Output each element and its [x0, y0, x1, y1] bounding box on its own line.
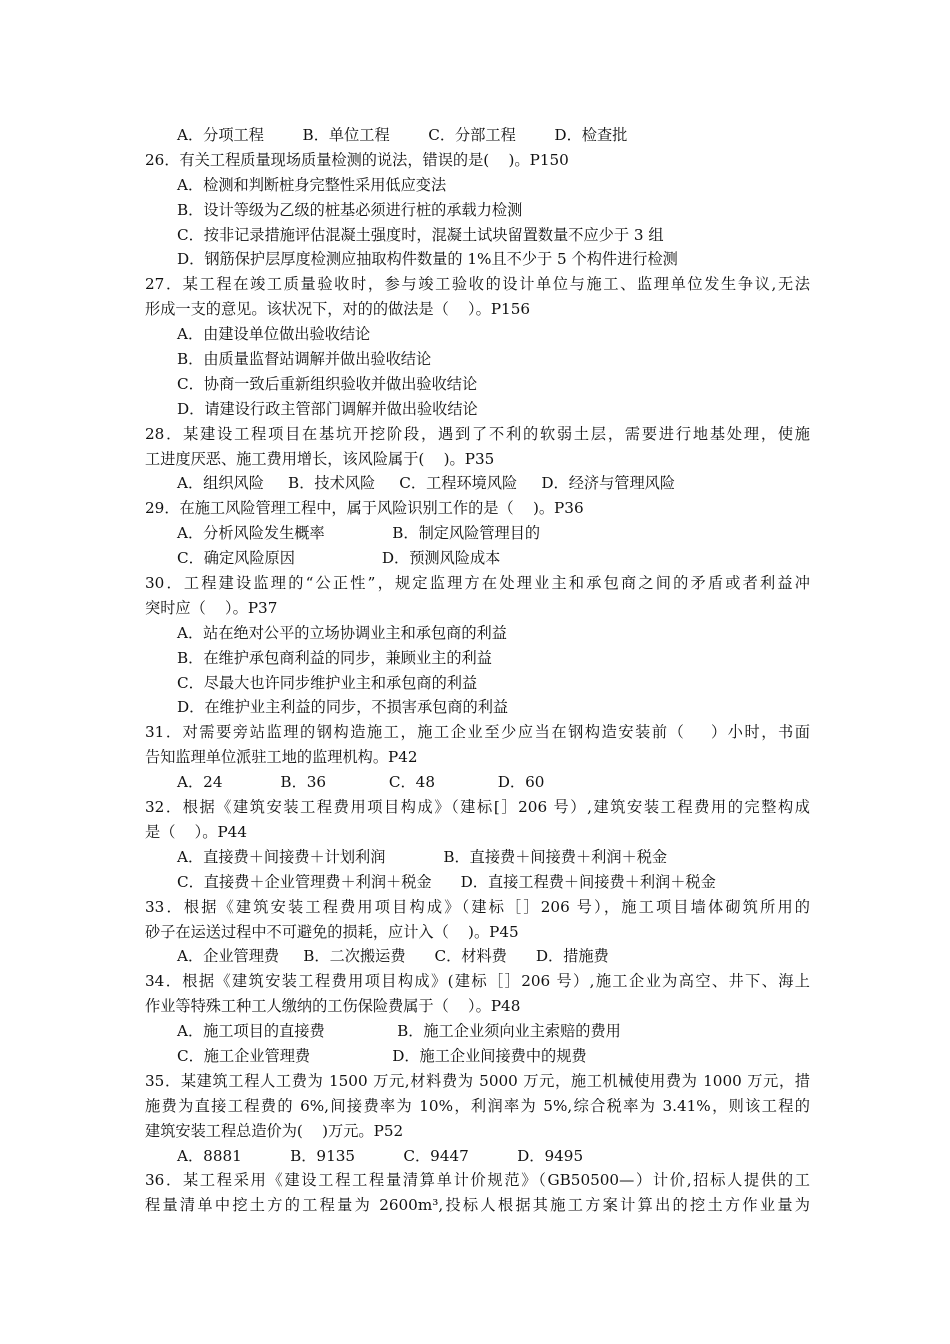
question-text-line: 34．根据《建筑安装工程费用项目构成》(建标［］206 号）,施工企业为高空、井下、海上 [145, 972, 810, 991]
question-text-line: 工进度厌恶、施工费用增长，该风险属于( )。P35 [145, 449, 495, 468]
question-text-line: 程量清单中挖土方的工程量为 2600m³,投标人根据其施工方案计算出的挖土方作业量为 [145, 1196, 810, 1215]
answer-option-line: A．分析风险发生概率 B．制定风险管理目的 [177, 524, 541, 543]
question-text-line: 32．根据《建筑安装工程费用项目构成》（建标[］206 号）,建筑安装工程费用的完整构成 [145, 798, 810, 817]
question-text-line: 31．对需要旁站监理的钢构造施工，施工企业至少应当在钢构造安装前（ ）小时，书面 [145, 723, 810, 742]
question-text-line: 36．某工程采用《建设工程工程量清算单计价规范》（GB50500—）计价,招标人提供的工 [145, 1171, 810, 1190]
answer-option-line: C．按非记录措施评估混凝土强度时，混凝土试块留置数量不应少于 3 组 [177, 225, 664, 244]
answer-option-line: C．直接费＋企业管理费＋利润＋税金 D．直接工程费＋间接费＋利润＋税金 [177, 872, 716, 891]
question-text-line: 33．根据《建筑安装工程费用项目构成》（建标［］206 号），施工项目墙体砌筑所用的 [145, 897, 810, 916]
question-text-line: 作业等特殊工种工人缴纳的工伤保险费属于（ ）。P48 [145, 997, 521, 1016]
question-text-line: 35．某建筑工程人工费为 1500 万元,材料费为 5000 万元，施工机械使用费为 1000 万元，措 [145, 1071, 810, 1090]
answer-option-line: A．施工项目的直接费 B．施工企业须向业主索赔的费用 [177, 1022, 621, 1041]
question-text-line: 形成一支的意见。该状况下，对的的做法是（ ）。P156 [145, 300, 531, 319]
answer-option-line: C．确定风险原因 D．预测风险成本 [177, 549, 501, 568]
answer-option-line: D．钢筋保护层厚度检测应抽取构件数量的 1%且不少于 5 个构件进行检测 [177, 250, 678, 269]
answer-option-line: B．设计等级为乙级的桩基必须进行桩的承载力检测 [177, 200, 523, 219]
question-text-line: 27．某工程在竣工质量验收时，参与竣工验收的设计单位与施工、监理单位发生争议,无法 [145, 275, 810, 294]
answer-option-line: B．在维护承包商利益的同步，兼顾业主的利益 [177, 648, 492, 667]
answer-option-line: D．请建设行政主管部门调解并做出验收结论 [177, 399, 478, 418]
question-text-line: 建筑安装工程总造价为( )万元。P52 [145, 1121, 404, 1140]
question-text-line: 突时应（ ）。P37 [145, 598, 278, 617]
answer-option-line: C．协商一致后重新组织验收并做出验收结论 [177, 374, 478, 393]
question-text-line: 28．某建设工程项目在基坑开挖阶段，遇到了不利的软弱土层，需要进行地基处理，使施 [145, 424, 810, 443]
answer-option-line: B．由质量监督站调解并做出验收结论 [177, 350, 432, 369]
question-text-line: 告知监理单位派驻工地的监理机构。P42 [145, 748, 418, 767]
answer-option-line: A．站在绝对公平的立场协调业主和承包商的利益 [177, 623, 507, 642]
question-text-line: 砂子在运送过程中不可避免的损耗，应计入（ )。P45 [145, 922, 519, 941]
document-body [145, 123, 810, 1218]
answer-option-line: A．24 B．36 C．48 D．60 [177, 773, 545, 792]
question-text-line: 30．工程建设监理的“公正性”，规定监理方在处理业主和承包商之间的矛盾或者利益冲 [145, 574, 810, 593]
answer-option-line: A．由建设单位做出验收结论 [177, 325, 371, 344]
answer-option-line: C．尽最大也许同步维护业主和承包商的利益 [177, 673, 478, 692]
answer-option-line: A．8881 B．9135 C．9447 D．9495 [177, 1146, 584, 1165]
answer-option-line: D．在维护业主利益的同步，不损害承包商的利益 [177, 698, 509, 717]
answer-option-line: A．组织风险 B．技术风险 C．工程环境风险 D．经济与管理风险 [177, 474, 676, 493]
question-text-line: 是（ ）。P44 [145, 822, 248, 841]
answer-option-line: A．直接费＋间接费＋计划利润 B．直接费＋间接费＋利润＋税金 [177, 847, 668, 866]
answer-option-line: A．分项工程 B．单位工程 C．分部工程 D．检查批 [177, 126, 628, 144]
answer-option-line: A．企业管理费 B．二次搬运费 C．材料费 D．措施费 [177, 947, 609, 966]
question-text-line: 26．有关工程质量现场质量检测的说法，错误的是( )。P150 [145, 150, 569, 169]
answer-option-line: A．检测和判断桩身完整性采用低应变法 [177, 175, 447, 194]
answer-option-line: C．施工企业管理费 D．施工企业间接费中的规费 [177, 1046, 587, 1065]
question-text-line: 29．在施工风险管理工程中，属于风险识别工作的是（ )。P36 [145, 499, 584, 518]
question-text-line: 施费为直接工程费的 6%,间接费率为 10%，利润率为 5%,综合税率为 3.41%，则该工程的 [145, 1096, 810, 1115]
